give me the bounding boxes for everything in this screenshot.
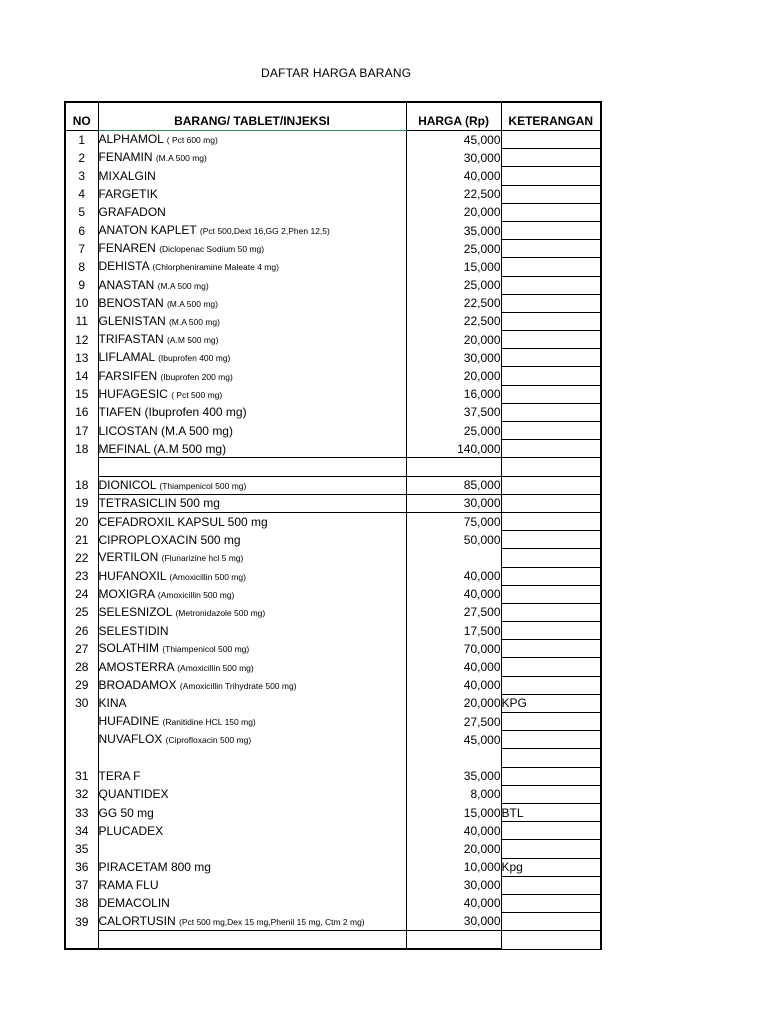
cell-note — [501, 749, 601, 767]
table-row — [65, 476, 601, 494]
cell-no: 6 — [65, 221, 98, 239]
table-row — [65, 658, 601, 676]
cell-price: 35,000 — [406, 767, 501, 785]
item-name: GLENISTAN — [98, 313, 166, 328]
cell-note — [501, 331, 601, 349]
item-name: PIRACETAM 800 mg — [98, 860, 211, 875]
cell-note — [501, 276, 601, 294]
item-detail: (Amoxicillin 500 mg) — [169, 571, 246, 582]
cell-note — [501, 349, 601, 367]
item-detail: (Metronidazole 500 mg) — [175, 607, 266, 618]
cell-note — [501, 422, 601, 440]
cell-note — [501, 567, 601, 585]
cell-no: 20 — [65, 512, 98, 530]
cell-no: 16 — [65, 403, 98, 421]
cell-no: 35 — [65, 840, 98, 858]
cell-item — [98, 858, 406, 876]
cell-note — [501, 713, 601, 731]
cell-item — [98, 185, 406, 203]
cell-price: 40,000 — [406, 658, 501, 676]
cell-no: 29 — [65, 676, 98, 694]
item-detail: (Ibuprofen 400 mg) — [158, 353, 231, 364]
cell-item — [98, 767, 406, 785]
cell-no — [65, 458, 98, 476]
table-row — [65, 785, 601, 803]
cell-item — [98, 894, 406, 912]
cell-no: 18 — [65, 440, 98, 458]
cell-item — [98, 312, 406, 330]
cell-note — [501, 785, 601, 803]
cell-no — [65, 749, 98, 767]
table-row — [65, 294, 601, 312]
cell-price: 70,000 — [406, 640, 501, 658]
cell-note — [501, 603, 601, 621]
cell-price: 40,000 — [406, 567, 501, 585]
table-row — [65, 203, 601, 221]
item-detail: (M.A 500 mg) — [166, 298, 218, 309]
cell-item — [98, 713, 406, 731]
cell-note — [501, 531, 601, 549]
cell-no: 11 — [65, 312, 98, 330]
cell-no: 5 — [65, 203, 98, 221]
cell-price: 16,000 — [406, 385, 501, 403]
table-row — [65, 440, 601, 458]
cell-item — [98, 785, 406, 803]
cell-no: 39 — [65, 913, 98, 931]
cell-item — [98, 549, 406, 567]
cell-item — [98, 512, 406, 530]
item-name: ANASTAN — [98, 277, 155, 292]
cell-no: 34 — [65, 822, 98, 840]
item-name: TIAFEN (Ibuprofen 400 mg) — [98, 405, 247, 420]
cell-no: 12 — [65, 331, 98, 349]
cell-item — [98, 458, 406, 476]
table-row — [65, 858, 601, 876]
table-row — [65, 913, 601, 931]
item-name: LIFLAMAL — [98, 350, 155, 365]
item-detail: (Ibuprofen 200 mg) — [160, 371, 233, 382]
item-detail: (Ciprofloxacin 500 mg) — [165, 735, 252, 746]
item-name: FENAREN — [98, 241, 156, 256]
item-name: HUFADINE — [98, 714, 160, 729]
item-detail: (M.A 500 mg) — [168, 316, 220, 327]
cell-price: 85,000 — [406, 476, 501, 494]
cell-item — [98, 258, 406, 276]
table-row — [65, 458, 601, 476]
cell-note — [501, 403, 601, 421]
cell-item — [98, 149, 406, 167]
item-detail: (Thiampenicol 500 mg) — [162, 644, 250, 655]
cell-item — [98, 367, 406, 385]
cell-no — [65, 931, 98, 950]
cell-item — [98, 822, 406, 840]
item-name: VERTILON — [98, 550, 159, 565]
cell-note — [501, 458, 601, 476]
cell-item — [98, 876, 406, 894]
cell-price: 40,000 — [406, 585, 501, 603]
item-name: QUANTIDEX — [98, 787, 169, 802]
table-row — [65, 803, 601, 821]
cell-note — [501, 385, 601, 403]
cell-note — [501, 258, 601, 276]
item-name: AMOSTERRA — [98, 659, 174, 674]
cell-note — [501, 312, 601, 330]
cell-price: 40,000 — [406, 676, 501, 694]
cell-no: 2 — [65, 149, 98, 167]
cell-item — [98, 240, 406, 258]
table-row — [65, 931, 601, 950]
item-name: NUVAFLOX — [98, 732, 163, 747]
table-row — [65, 312, 601, 330]
table-row — [65, 622, 601, 640]
cell-no: 19 — [65, 494, 98, 512]
table-row — [65, 349, 601, 367]
item-name: ALPHAMOL — [98, 132, 164, 147]
cell-price: 20,000 — [406, 367, 501, 385]
item-name: DIONICOL — [98, 477, 157, 492]
cell-item — [98, 640, 406, 658]
item-name: DEHISTA — [98, 259, 149, 274]
cell-note — [501, 676, 601, 694]
cell-no: 23 — [65, 567, 98, 585]
cell-no: 4 — [65, 185, 98, 203]
cell-item — [98, 731, 406, 749]
table-row — [65, 422, 601, 440]
cell-note — [501, 822, 601, 840]
table-row — [65, 494, 601, 512]
price-table — [64, 101, 602, 950]
item-name: MOXIGRA — [98, 586, 155, 601]
cell-price — [406, 458, 501, 476]
cell-price: 30,000 — [406, 149, 501, 167]
cell-item — [98, 440, 406, 458]
item-detail: (Ranitidine HCL 150 mg) — [162, 717, 256, 728]
cell-price: 35,000 — [406, 221, 501, 239]
item-detail: (M.A 500 mg) — [155, 153, 207, 164]
cell-price: 20,000 — [406, 203, 501, 221]
table-body — [65, 131, 601, 950]
cell-note — [501, 840, 601, 858]
table-row — [65, 385, 601, 403]
table-row — [65, 822, 601, 840]
item-name: BENOSTAN — [98, 295, 164, 310]
cell-no: 7 — [65, 240, 98, 258]
cell-no — [65, 731, 98, 749]
cell-no: 21 — [65, 531, 98, 549]
cell-note — [501, 367, 601, 385]
cell-item — [98, 221, 406, 239]
item-name: ANATON KAPLET — [98, 223, 197, 238]
cell-note — [501, 876, 601, 894]
item-name: TETRASICLIN 500 mg — [98, 496, 220, 511]
table-row — [65, 603, 601, 621]
cell-no: 9 — [65, 276, 98, 294]
cell-price: 25,000 — [406, 276, 501, 294]
cell-note — [501, 549, 601, 567]
cell-item — [98, 749, 406, 767]
item-name: CALORTUSIN — [98, 913, 176, 928]
item-name: SOLATHIM — [98, 641, 159, 656]
cell-price: 20,000 — [406, 331, 501, 349]
cell-note — [501, 494, 601, 512]
table-row — [65, 331, 601, 349]
cell-item — [98, 803, 406, 821]
cell-price: 40,000 — [406, 167, 501, 185]
item-name: SELESNIZOL — [98, 604, 173, 619]
table-row — [65, 585, 601, 603]
cell-price — [406, 549, 501, 567]
item-detail: (Chlorpheniramine Maleate 4 mg) — [152, 262, 279, 273]
item-name: MIXALGIN — [98, 168, 156, 183]
cell-item — [98, 131, 406, 149]
table-row — [65, 640, 601, 658]
header-item: BARANG/ TABLET/INJEKSI — [98, 102, 406, 131]
table-row — [65, 131, 601, 149]
item-detail: (Pct 500 mg,Dex 15 mg,Phenil 15 mg, Ctm 2 mg) — [178, 916, 365, 927]
table-row — [65, 676, 601, 694]
table-row — [65, 258, 601, 276]
cell-item — [98, 403, 406, 421]
cell-price: 25,000 — [406, 240, 501, 258]
cell-item — [98, 658, 406, 676]
cell-no: 32 — [65, 785, 98, 803]
table-row — [65, 694, 601, 712]
cell-price: 140,000 — [406, 440, 501, 458]
cell-no: 17 — [65, 422, 98, 440]
cell-note: KPG — [501, 694, 601, 712]
cell-price: 27,500 — [406, 713, 501, 731]
cell-price: 15,000 — [406, 258, 501, 276]
cell-price: 30,000 — [406, 494, 501, 512]
item-detail: (M.A 500 mg) — [157, 280, 209, 291]
cell-no: 31 — [65, 767, 98, 785]
item-detail: (Thiampenicol 500 mg) — [159, 480, 247, 491]
cell-no: 8 — [65, 258, 98, 276]
cell-note — [501, 622, 601, 640]
cell-item — [98, 385, 406, 403]
cell-note — [501, 894, 601, 912]
cell-note — [501, 294, 601, 312]
table-row — [65, 276, 601, 294]
cell-note — [501, 731, 601, 749]
item-detail: ( Pct 600 mg) — [166, 135, 218, 146]
item-detail: ( Pct 500 mg) — [171, 389, 223, 400]
cell-item — [98, 422, 406, 440]
cell-no: 24 — [65, 585, 98, 603]
table-row — [65, 149, 601, 167]
cell-price: 10,000 — [406, 858, 501, 876]
cell-no: 13 — [65, 349, 98, 367]
cell-no: 36 — [65, 858, 98, 876]
cell-note — [501, 185, 601, 203]
header-no: NO — [65, 102, 98, 131]
table-row — [65, 167, 601, 185]
cell-item — [98, 531, 406, 549]
cell-no: 37 — [65, 876, 98, 894]
cell-note — [501, 131, 601, 149]
cell-no: 22 — [65, 549, 98, 567]
item-detail: (Amoxicillin 500 mg) — [157, 589, 235, 600]
cell-no: 27 — [65, 640, 98, 658]
table-row — [65, 221, 601, 239]
item-name: LICOSTAN (M.A 500 mg) — [98, 423, 233, 438]
table-row — [65, 240, 601, 258]
item-detail: (Flunarizine hcl 5 mg) — [161, 553, 244, 564]
cell-price: 30,000 — [406, 876, 501, 894]
item-name: PLUCADEX — [98, 823, 164, 838]
cell-note — [501, 640, 601, 658]
cell-price: 22,500 — [406, 185, 501, 203]
item-name: FARSIFEN — [98, 368, 158, 383]
item-name: BROADAMOX — [98, 677, 177, 692]
cell-note — [501, 203, 601, 221]
document-title: DAFTAR HARGA BARANG — [261, 66, 412, 80]
header-price: HARGA (Rp) — [406, 102, 501, 131]
table-row — [65, 567, 601, 585]
item-name: CEFADROXIL KAPSUL 500 mg — [98, 514, 268, 529]
cell-price: 22,500 — [406, 294, 501, 312]
cell-no: 1 — [65, 131, 98, 149]
cell-price: 45,000 — [406, 731, 501, 749]
cell-item — [98, 276, 406, 294]
table-row — [65, 549, 601, 567]
cell-item — [98, 622, 406, 640]
cell-price — [406, 749, 501, 767]
cell-price: 20,000 — [406, 694, 501, 712]
cell-note — [501, 221, 601, 239]
table-row — [65, 185, 601, 203]
cell-price: 8,000 — [406, 785, 501, 803]
cell-note — [501, 167, 601, 185]
table-header-row — [65, 102, 601, 131]
cell-note — [501, 476, 601, 494]
cell-no: 15 — [65, 385, 98, 403]
cell-price — [406, 931, 501, 950]
table-row — [65, 403, 601, 421]
item-name: HUFAGESIC — [98, 386, 168, 401]
cell-price: 75,000 — [406, 512, 501, 530]
item-name: MEFINAL (A.M 500 mg) — [98, 441, 227, 456]
table-row — [65, 876, 601, 894]
item-name: RAMA FLU — [98, 878, 159, 893]
cell-item — [98, 567, 406, 585]
cell-price: 40,000 — [406, 894, 501, 912]
cell-no: 38 — [65, 894, 98, 912]
item-detail: (Amoxicillin 500 mg) — [177, 662, 254, 673]
item-name: FENAMIN — [98, 150, 153, 165]
table-row — [65, 894, 601, 912]
item-name: FARGETIK — [98, 187, 158, 202]
cell-price: 30,000 — [406, 349, 501, 367]
cell-note — [501, 440, 601, 458]
item-name: GG 50 mg — [98, 805, 154, 820]
table-row — [65, 531, 601, 549]
cell-item — [98, 167, 406, 185]
cell-note: BTL — [501, 803, 601, 821]
cell-no: 18 — [65, 476, 98, 494]
cell-price: 25,000 — [406, 422, 501, 440]
cell-item — [98, 694, 406, 712]
cell-item — [98, 840, 406, 858]
cell-item — [98, 585, 406, 603]
cell-item — [98, 476, 406, 494]
cell-price: 27,500 — [406, 603, 501, 621]
cell-note — [501, 149, 601, 167]
table-row — [65, 731, 601, 749]
cell-note — [501, 240, 601, 258]
cell-price: 17,500 — [406, 622, 501, 640]
cell-no: 25 — [65, 603, 98, 621]
cell-price: 22,500 — [406, 312, 501, 330]
cell-price: 45,000 — [406, 131, 501, 149]
cell-price: 37,500 — [406, 403, 501, 421]
cell-item — [98, 676, 406, 694]
cell-item — [98, 349, 406, 367]
item-name: SELESTIDIN — [98, 623, 169, 638]
cell-no: 14 — [65, 367, 98, 385]
item-name: CIPROPLOXACIN 500 mg — [98, 532, 241, 547]
cell-no: 28 — [65, 658, 98, 676]
cell-note — [501, 767, 601, 785]
cell-note — [501, 658, 601, 676]
cell-note — [501, 931, 601, 950]
item-detail: (A.M 500 mg) — [166, 335, 219, 346]
item-name: HUFANOXIL — [98, 568, 167, 583]
table-row — [65, 749, 601, 767]
cell-note: Kpg — [501, 858, 601, 876]
cell-price: 40,000 — [406, 822, 501, 840]
cell-item — [98, 931, 406, 950]
cell-no — [65, 713, 98, 731]
cell-item — [98, 603, 406, 621]
table-row — [65, 367, 601, 385]
table-row — [65, 767, 601, 785]
cell-no: 10 — [65, 294, 98, 312]
item-name: GRAFADON — [98, 205, 166, 220]
table-row — [65, 840, 601, 858]
item-detail: (Diclopenac Sodium 50 mg) — [159, 244, 265, 255]
table-row — [65, 512, 601, 530]
cell-price: 30,000 — [406, 913, 501, 931]
cell-note — [501, 585, 601, 603]
cell-item — [98, 494, 406, 512]
cell-item — [98, 294, 406, 312]
cell-price: 50,000 — [406, 531, 501, 549]
item-name: KINA — [98, 696, 127, 711]
item-name: DEMACOLIN — [98, 896, 170, 911]
cell-price: 20,000 — [406, 840, 501, 858]
cell-item — [98, 203, 406, 221]
cell-note — [501, 512, 601, 530]
cell-note — [501, 913, 601, 931]
item-name: TRIFASTAN — [98, 332, 164, 347]
cell-no: 30 — [65, 694, 98, 712]
cell-item — [98, 913, 406, 931]
item-name: TERA F — [98, 769, 141, 784]
header-note: KETERANGAN — [501, 102, 601, 131]
cell-no: 26 — [65, 622, 98, 640]
cell-no: 33 — [65, 803, 98, 821]
cell-item — [98, 331, 406, 349]
item-detail: (Pct 500,Dext 16,GG 2,Phen 12,5) — [199, 226, 330, 237]
table-row — [65, 713, 601, 731]
cell-no: 3 — [65, 167, 98, 185]
item-detail: (Amoxicillin Trihydrate 500 mg) — [179, 680, 297, 691]
cell-price: 15,000 — [406, 803, 501, 821]
